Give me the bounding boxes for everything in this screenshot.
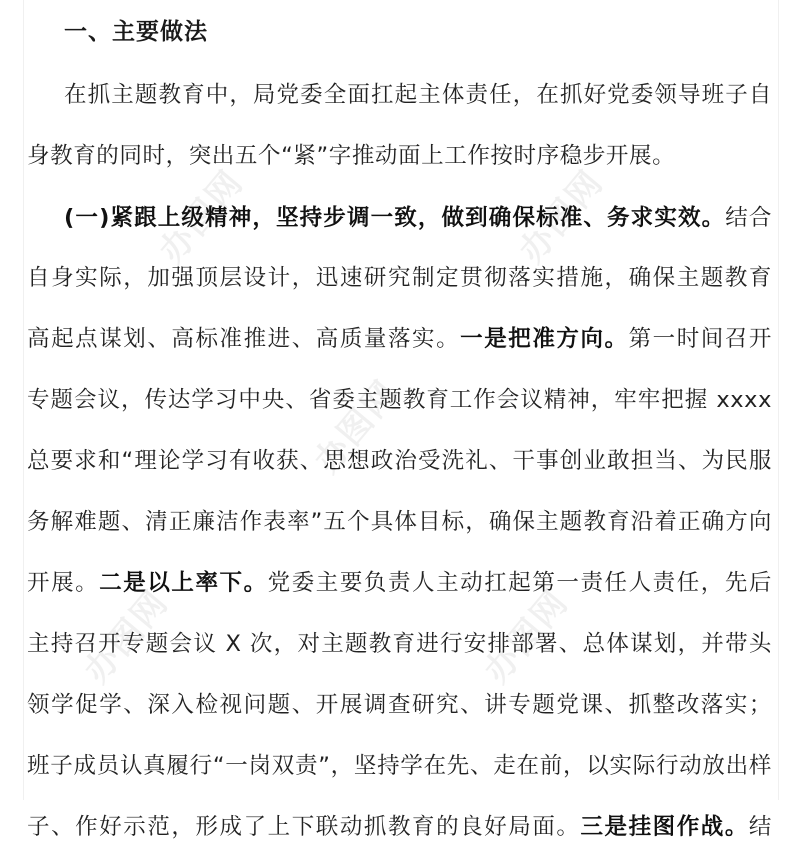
paragraph-line: 在抓主题教育中，局党委全面扛起主体责任，在抓好党委领导班子自	[64, 82, 772, 108]
paragraph-line: (一)紧跟上级精神，坚持步调一致，做到确保标准、务求实效。结合	[64, 205, 773, 231]
paragraph-line: 总要求和“理论学习有收获、思想政治受洗礼、干事创业敢担当、为民服	[27, 448, 772, 474]
watermark: 办图网	[306, 372, 407, 481]
bold-point-3: 三是挂图作战。	[580, 814, 749, 840]
bold-point-1: 一是把准方向。	[460, 326, 629, 352]
watermark: 办图网	[151, 162, 252, 271]
paragraph-line: 班子成员认真履行“一岗双责”，坚持学在先、走在前，以实际行动放出样	[27, 753, 772, 779]
paragraph-line: 自身实际，加强顶层设计，迅速研究制定贯彻落实措施，确保主题教育	[27, 265, 772, 291]
watermark: 办图网	[511, 162, 612, 271]
paragraph-line: 高起点谋划、高标准推进、高质量落实。一是把准方向。第一时间召开	[27, 326, 773, 352]
watermark: 办图网	[476, 582, 577, 691]
paragraph-line: 领学促学、深入检视问题、开展调查研究、讲专题党课、抓整改落实；	[27, 692, 772, 718]
bold-point-2: 二是以上率下。	[99, 570, 268, 596]
paragraph-line: 专题会议，传达学习中央、省委主题教育工作会议精神，牢牢把握 xxxx	[27, 387, 772, 413]
paragraph-line: 开展。二是以上率下。党委主要负责人主动扛起第一责任人责任，先后	[27, 570, 773, 596]
watermark: 办图网	[76, 582, 177, 691]
section-heading: 一、主要做法	[64, 19, 208, 45]
paragraph-line: 务解难题、清正廉洁作表率”五个具体目标，确保主题教育沿着正确方向	[27, 509, 772, 535]
paragraph-line: 子、作好示范，形成了上下联动抓教育的良好局面。三是挂图作战。结	[27, 814, 773, 840]
paragraph-line: 身教育的同时，突出五个“紧”字推动面上工作按时序稳步开展。	[27, 143, 676, 169]
bold-subheading: (一)紧跟上级精神，坚持步调一致，做到确保标准、务求实效。	[64, 205, 726, 231]
paragraph-line: 主持召开专题会议 X 次，对主题教育进行安排部署、总体谋划，并带头	[27, 631, 772, 657]
